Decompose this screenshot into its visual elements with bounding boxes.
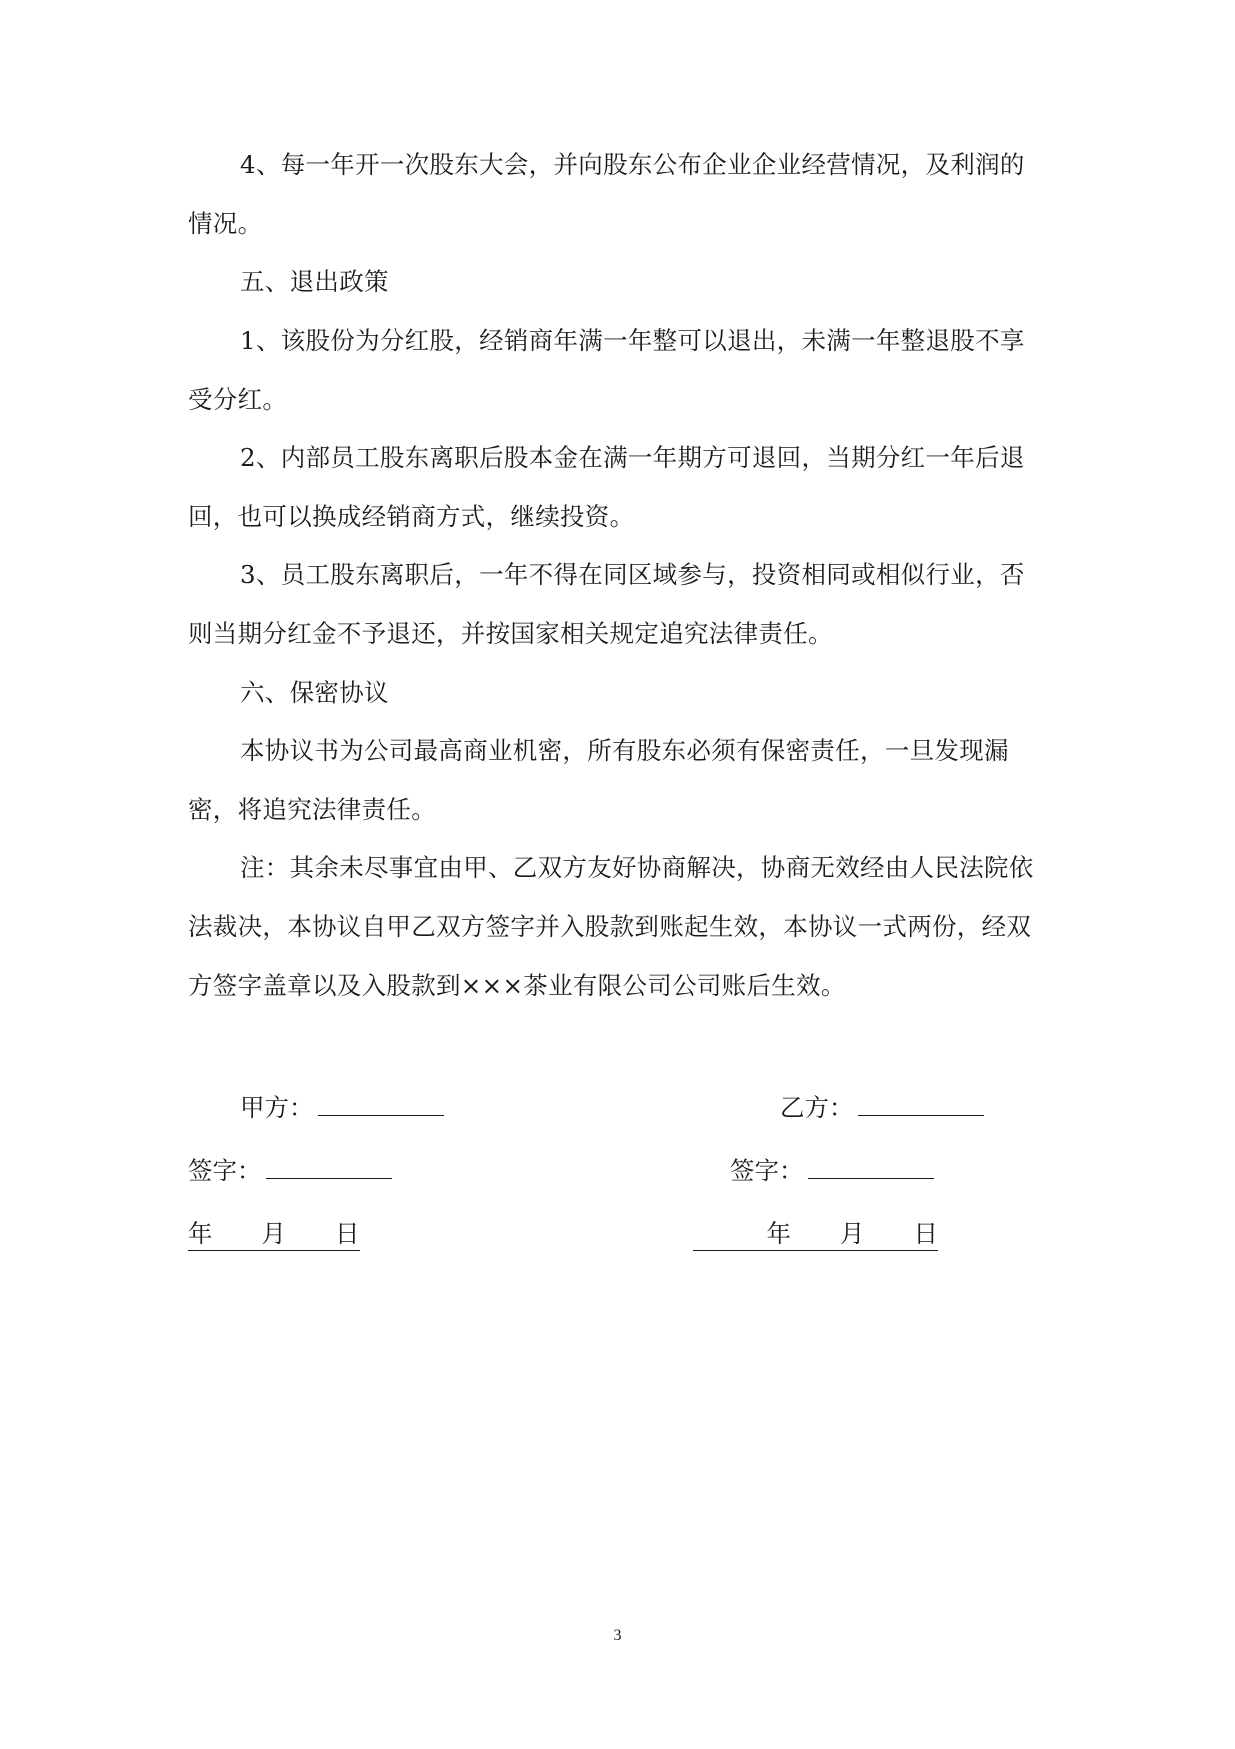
date-a-line: 年 月 日	[188, 1216, 360, 1251]
party-a-label: 甲方：	[240, 1093, 314, 1122]
paragraph-line: 3、员工股东离职后，一年不得在同区域参与，投资相同或相似行业，否	[240, 560, 1025, 589]
sign-a-blank[interactable]	[266, 1156, 392, 1179]
sign-a-row	[188, 1153, 392, 1189]
page-number: 3	[613, 1627, 622, 1644]
section-heading: 六、保密协议	[240, 678, 389, 707]
section-heading: 五、退出政策	[240, 267, 389, 296]
party-a-signature-row	[240, 1090, 444, 1126]
paragraph-line: 方签字盖章以及入股款到×××茶业有限公司公司账后生效。	[188, 971, 846, 1000]
paragraph-line: 本协议书为公司最高商业机密，所有股东必须有保密责任，一旦发现漏	[240, 736, 1009, 765]
paragraph-line: 受分红。	[188, 385, 288, 414]
party-a-blank[interactable]	[318, 1093, 444, 1116]
sign-b-row	[730, 1153, 934, 1189]
paragraph-line: 则当期分红金不予退还，并按国家相关规定追究法律责任。	[188, 619, 833, 648]
paragraph-line: 回，也可以换成经销商方式，继续投资。	[188, 502, 635, 531]
paragraph-line: 法裁决，本协议自甲乙双方签字并入股款到账起生效，本协议一式两份，经双	[188, 912, 1032, 941]
party-b-blank[interactable]	[858, 1093, 984, 1116]
date-b-line: 年 月 日	[693, 1216, 938, 1251]
sign-b-blank[interactable]	[808, 1156, 934, 1179]
paragraph-line: 2、内部员工股东离职后股本金在满一年期方可退回，当期分红一年后退	[240, 443, 1025, 472]
paragraph-line: 注：其余未尽事宜由甲、乙双方友好协商解决，协商无效经由人民法院依	[240, 853, 1034, 882]
paragraph-line: 密，将追究法律责任。	[188, 795, 436, 824]
paragraph-line: 情况。	[188, 209, 263, 238]
party-b-signature-row	[780, 1090, 984, 1126]
paragraph-line: 4、每一年开一次股东大会，并向股东公布企业企业经营情况，及利润的	[240, 150, 1025, 179]
party-b-label: 乙方：	[780, 1093, 854, 1122]
sign-a-label: 签字：	[188, 1156, 262, 1185]
sign-b-label: 签字：	[730, 1156, 804, 1185]
paragraph-line: 1、该股份为分红股，经销商年满一年整可以退出，未满一年整退股不享	[240, 326, 1025, 355]
